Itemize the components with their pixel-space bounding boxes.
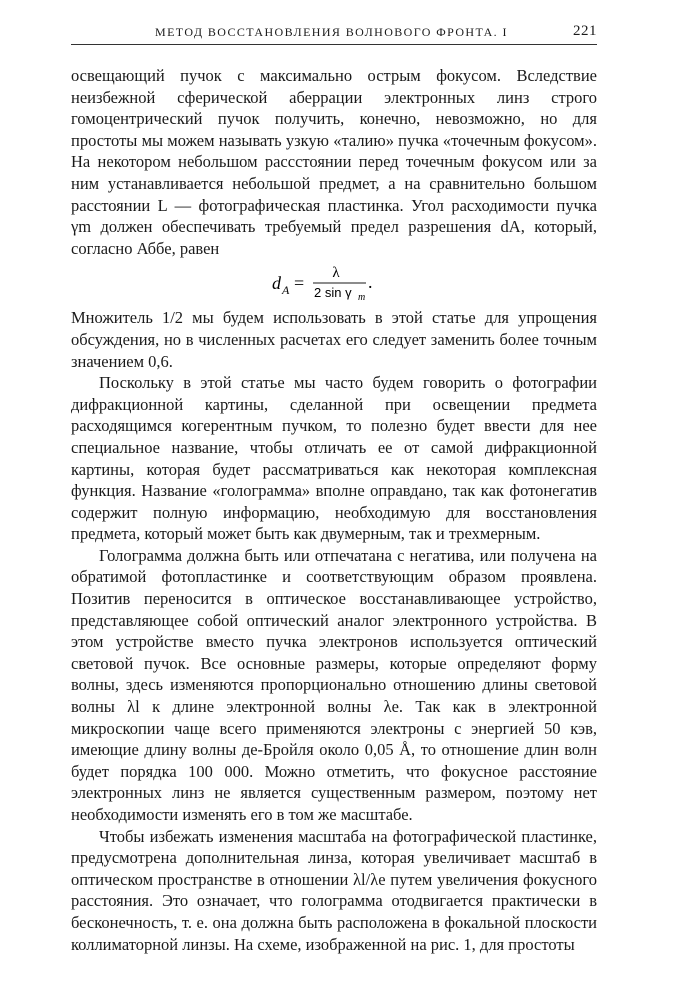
formula-period: . (368, 272, 373, 293)
formula-equals: = (294, 273, 305, 294)
running-header (71, 22, 597, 45)
paragraph-5: Чтобы избежать изменения масштаба на фотографической пластинке, предусмотрена дополнительная линза, которая увеличивает масштаб в оптическом пространстве в отношении λl/λe путем увеличения фокусного расстояния. Это означает, что голограмма отодвигается практически в бесконечность, т. е. она должна быть расположена в фокальной плоскости коллиматорной линзы. На схеме, изображенной на рис. 1, для простоты (71, 826, 597, 954)
formula-numerator: λ (332, 265, 340, 282)
formula-denominator: 2 sin γ (314, 285, 352, 301)
running-title: МЕТОД ВОССТАНОВЛЕНИЯ ВОЛНОВОГО ФРОНТА. I (155, 25, 508, 39)
abbe-formula (71, 263, 597, 303)
paragraph-3: Поскольку в этой статье мы часто будем говорить о фотографии дифракционной картины, сделанной при освещении предмета расходящимся когерентным пучком, то полезно будет ввести для нее специальное название, чтобы отличать ее от самой дифракционной картины, которая будет рассматриваться как некоторая комплексная функция. Название «голограмма» вполне оправдано, так как фотонегатив содержит полную информацию, необходимую для восстановления предмета, который может быть как двумерным, так и трехмерным. (71, 373, 597, 544)
page (71, 22, 597, 955)
formula-lhs: d (272, 273, 281, 294)
paragraph-1: освещающий пучок с максимально острым фокусом. Вследствие неизбежной сферической аберрации электронных линз строго гомоцентрический пучок получить, конечно, невозможно, но для простоты мы можем называть узкую «талию» пучка «точечным фокусом». На некотором небольшом расcстоянии перед точечным фокусом или за ним устанавливается небольшой предмет, а на сравнительно большом расстоянии L — фотографическая пластинка. Угол расходимости пучка γm должен обеспечивать требуемый предел разрешения dA, который, согласно Аббе, равен (71, 66, 597, 258)
formula-lhs-subscript: A (282, 283, 290, 298)
paragraph-4: Голограмма должна быть или отпечатана с негатива, или получена на обратимой фотопластинке и соответствующим образом проявлена. Позитив переносится в оптическое восстанавливающее устройство, представляющее собой оптический аналог электронного устройства. В этом устройстве вместо пучка электронов используется оптический световой пучок. Все основные размеры, которые определяют форму волны, здесь изменяются пропорционально отношению длины световой волны λl к длине электронной волны λe. Так как в электронной микроскопии чаще всего применяются электроны с энергией 50 кэв, имеющие длину волны де-Бройля около 0,05 Å, то отношение длин волн будет порядка 100 000. Можно отметить, что фокусное расстояние электронных линз не является существенным размером, поэтому нет необходимости изменять его в том же масштабе. (71, 545, 597, 824)
body-text (71, 65, 597, 955)
page-number: 221 (573, 23, 597, 39)
formula-denominator-subscript: m (358, 292, 366, 304)
formula-graphic (254, 263, 414, 303)
paragraph-2: Множитель 1/2 мы будем использовать в этой статье для упрощения обсуждения, но в численных расчетах его следует заменить более точным значением 0,6. (71, 308, 597, 371)
